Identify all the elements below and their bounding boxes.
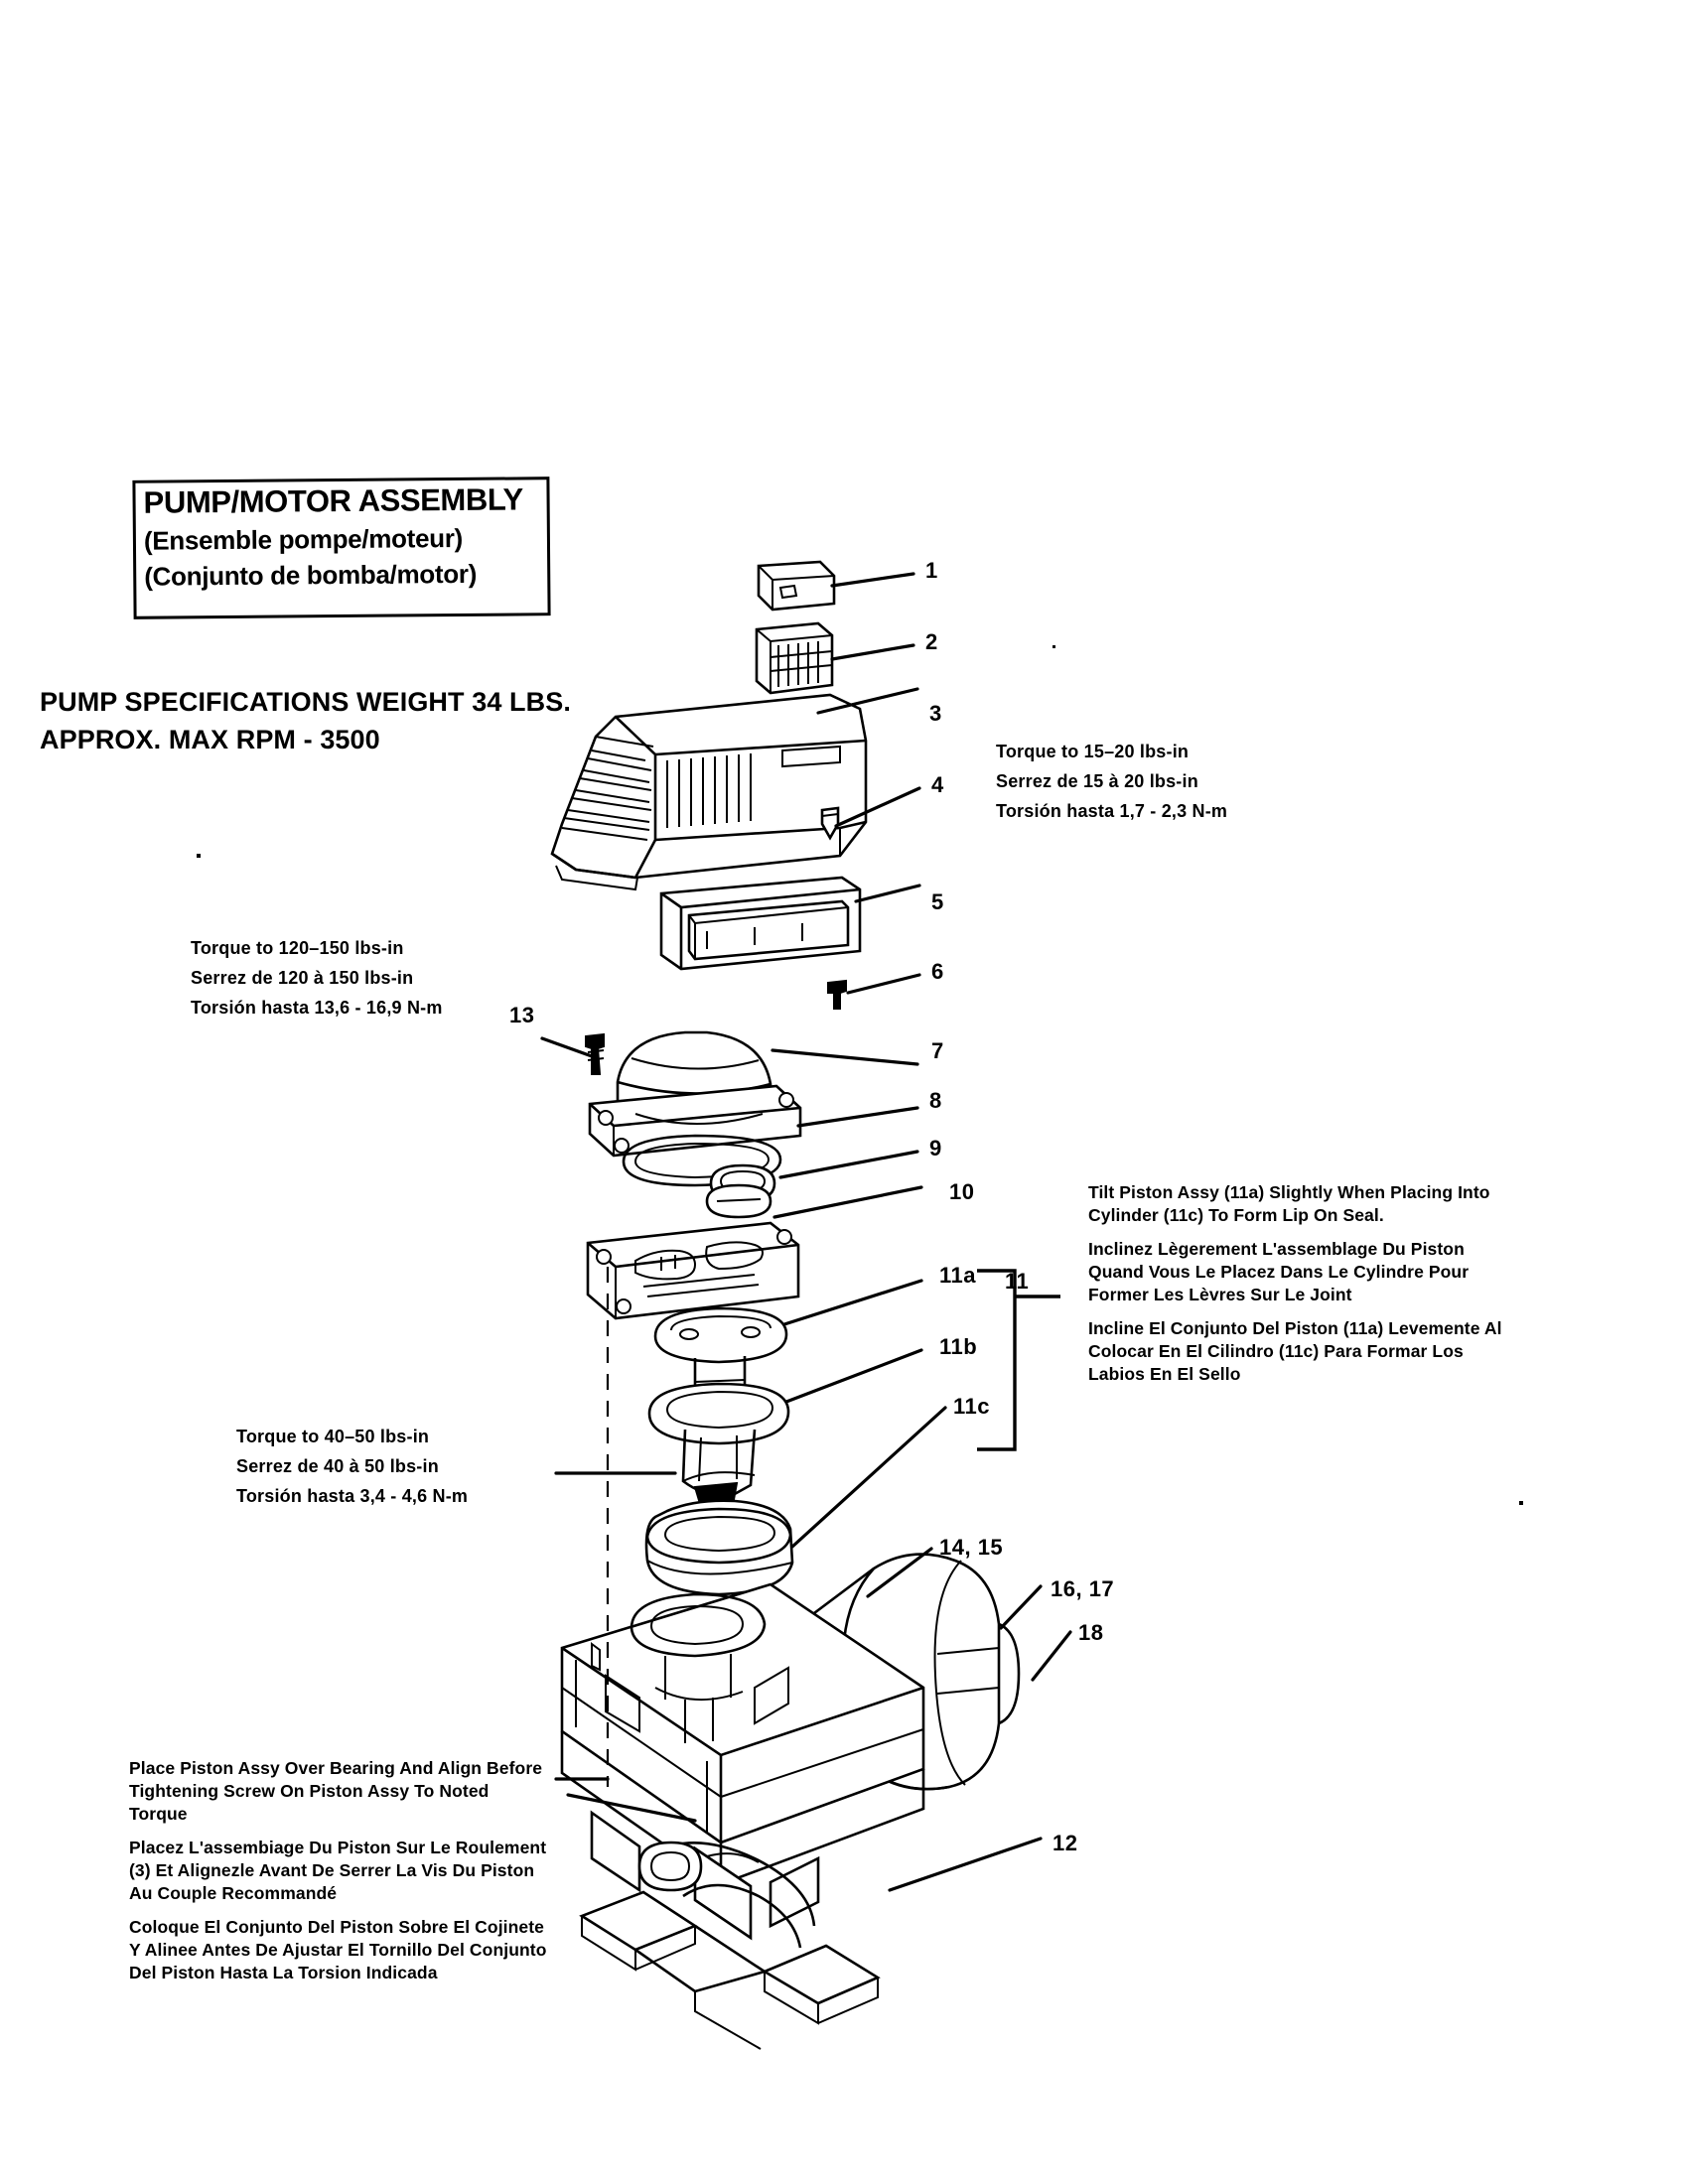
callout-14-15: 14, 15 — [939, 1535, 1004, 1560]
part-10-valve-plate — [588, 1165, 798, 1318]
note-piston-tilt-en: Tilt Piston Assy (11a) Slightly When Placing Into Cylinder (11c) To Form Lip On Seal. — [1088, 1182, 1490, 1225]
callout-3: 3 — [929, 701, 942, 726]
note-torque-120-150-es: Torsión hasta 13,6 - 16,9 N-m — [191, 998, 443, 1018]
pump-specifications — [40, 683, 571, 758]
bracket-group-11 — [977, 1271, 1060, 1449]
callout-2: 2 — [925, 629, 938, 654]
callout-4: 4 — [931, 772, 944, 797]
callout-6: 6 — [931, 959, 944, 984]
callout-8: 8 — [929, 1088, 942, 1113]
part-1-terminal-cover — [759, 562, 834, 610]
part-11b-piston-seal — [649, 1384, 788, 1507]
note-bearing-align-es: Coloque El Conjunto Del Piston Sobre El Cojinete Y Alinee Antes De Ajustar El Tornillo Del Conjunto Del Piston Hasta La Torsion Indicada — [129, 1917, 547, 1982]
note-torque-15-20 — [996, 737, 1227, 826]
callout-13: 13 — [509, 1003, 535, 1027]
note-torque-120-150-en: Torque to 120–150 lbs-in — [191, 938, 404, 958]
callout-12: 12 — [1052, 1831, 1078, 1855]
note-bearing-align-en: Place Piston Assy Over Bearing And Align Before Tightening Screw On Piston Assy To Noted Torque — [129, 1758, 543, 1824]
scan-speck-right — [1519, 1501, 1523, 1505]
callout-1: 1 — [925, 558, 938, 583]
note-torque-40-50-en: Torque to 40–50 lbs-in — [236, 1427, 430, 1446]
part-6-small-screw — [828, 981, 846, 1009]
part-2-terminal-block — [757, 623, 832, 693]
part-5-switch-housing — [661, 878, 860, 969]
callout-18: 18 — [1078, 1620, 1104, 1645]
note-piston-tilt — [1088, 1181, 1555, 1386]
note-piston-tilt-es: Incline El Conjunto Del Piston (11a) Levemente Al Colocar En El Cilindro (11c) Para Formar Los Labios En El Sello — [1088, 1318, 1502, 1384]
note-torque-40-50 — [236, 1422, 468, 1511]
page-title-spanish: (Conjunto de bomba/motor) — [144, 558, 478, 592]
callout-10: 10 — [949, 1179, 975, 1204]
callout-11b: 11b — [939, 1334, 978, 1359]
note-torque-15-20-en: Torque to 15–20 lbs-in — [996, 742, 1190, 761]
callout-11: 11 — [1005, 1269, 1030, 1294]
spec-line-rpm: APPROX. MAX RPM - 3500 — [40, 725, 380, 754]
note-torque-40-50-fr: Serrez de 40 à 50 lbs-in — [236, 1456, 439, 1476]
part-12-pump-body-and-motor — [562, 1555, 1019, 2049]
part-11c-cylinder — [646, 1501, 792, 1594]
note-torque-15-20-fr: Serrez de 15 à 20 lbs-in — [996, 771, 1198, 791]
spec-line-weight: PUMP SPECIFICATIONS WEIGHT 34 LBS. — [40, 687, 571, 717]
scan-speck-left — [197, 854, 201, 858]
page-title-french: (Ensemble pompe/moteur) — [143, 522, 464, 556]
note-torque-40-50-es: Torsión hasta 3,4 - 4,6 N-m — [236, 1486, 469, 1506]
note-bearing-align-fr: Placez L'assembiage Du Piston Sur Le Roulement (3) Et Alignezle Avant De Serrer La Vis Du Piston Au Couple Recommandé — [129, 1838, 547, 1903]
callout-11c: 11c — [953, 1394, 990, 1419]
part-3-motor-shroud — [552, 695, 866, 889]
callout-11a: 11a — [939, 1263, 976, 1288]
note-torque-120-150-fr: Serrez de 120 à 150 lbs-in — [191, 968, 414, 988]
callout-5: 5 — [931, 889, 944, 914]
page-title: PUMP/MOTOR ASSEMBLY — [143, 481, 523, 520]
callout-16-17: 16, 17 — [1051, 1576, 1115, 1601]
title-box — [132, 477, 550, 619]
note-torque-15-20-es: Torsión hasta 1,7 - 2,3 N-m — [996, 801, 1228, 821]
scan-speck-top — [1052, 645, 1055, 648]
note-torque-120-150 — [191, 933, 443, 1023]
callout-9: 9 — [929, 1136, 942, 1160]
note-bearing-align — [129, 1757, 596, 1984]
callout-7: 7 — [931, 1038, 944, 1063]
note-piston-tilt-fr: Inclinez Lègerement L'assemblage Du Piston Quand Vous Le Placez Dans Le Cylindre Pour Former Les Lèvres Sur Le Joint — [1088, 1239, 1470, 1304]
